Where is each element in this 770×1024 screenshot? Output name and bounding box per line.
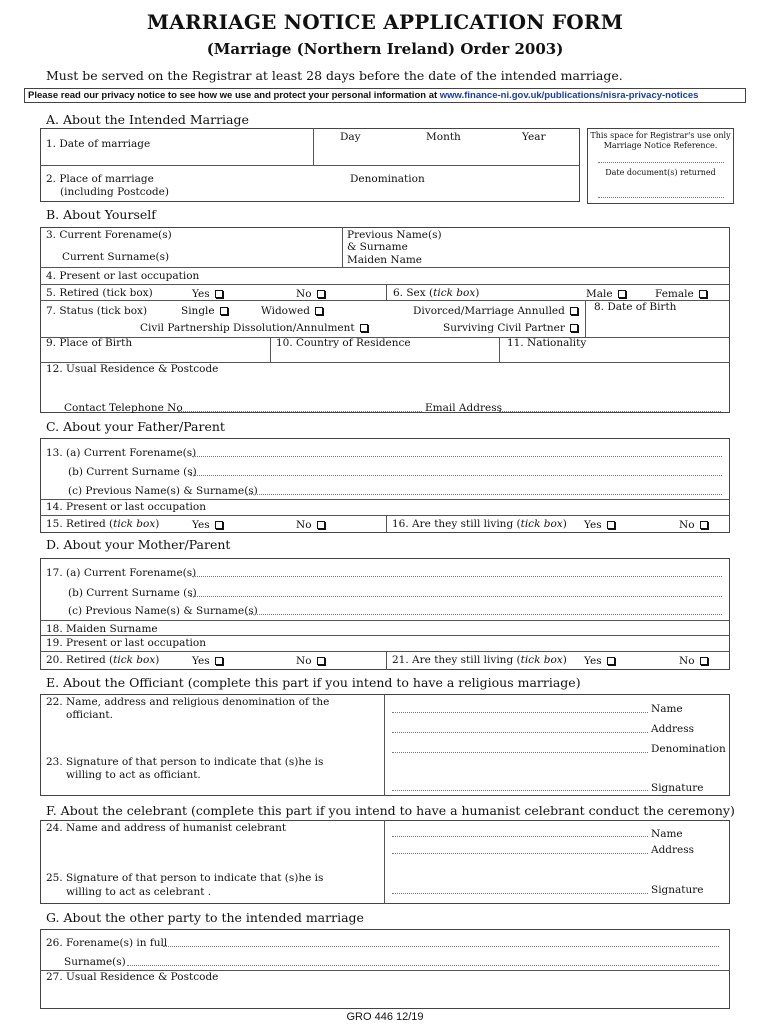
no-label: No [296,288,312,300]
officiant-denomination-field[interactable] [392,752,648,753]
section-a-heading: A. About the Intended Marriage [46,112,249,127]
privacy-notice [24,88,746,103]
email-label: Email Address [425,402,502,414]
celebrant-signature-label: Signature [651,884,704,896]
mother-retired-yes[interactable]: Yes [192,655,223,667]
retired-label: 5. Retired (tick box) [46,287,153,299]
celebrant-signature-note: 25. Signature of that person to indicate that (s)he is [46,872,324,884]
male-label: Male [586,288,613,300]
celebrant-details-label: 24. Name and address of humanist celebrant [46,822,287,834]
celebrant-address-field[interactable] [392,853,648,854]
maiden-surname-label: 18. Maiden Surname [46,623,158,635]
mother-previous-field[interactable] [247,614,722,615]
celebrant-signature-note-2: willing to act as celebrant . [66,886,212,898]
divider [386,651,387,670]
yes-label: Yes [192,288,210,300]
officiant-name-label: Name [651,703,683,715]
single-label: Single [181,305,215,317]
officiant-denomination-label: Denomination [651,743,726,755]
status-label: 7. Status (tick box) [46,305,148,317]
widowed-option[interactable] [261,305,323,317]
checkbox-icon[interactable] [317,290,325,298]
registrar-note: This space for Registrar's use only [590,131,731,140]
mother-forenames-field[interactable] [192,576,722,577]
divider [386,284,387,300]
single-option[interactable] [181,305,228,317]
denomination-label: Denomination [350,173,425,185]
checkbox-icon[interactable] [607,521,615,529]
divider [40,165,580,166]
checkbox-icon[interactable] [315,307,323,315]
checkbox-icon[interactable] [215,657,223,665]
celebrant-address-label: Address [651,844,695,856]
female-option[interactable] [655,288,707,300]
privacy-link[interactable]: www.finance-ni.gov.uk/publications/nisra-privacy-notices [439,90,699,101]
father-previous-field[interactable] [247,494,722,495]
form-title: MARRIAGE NOTICE APPLICATION FORM [146,10,624,34]
day-label: Day [340,131,361,143]
officiant-signature-note-2: willing to act as officiant. [66,769,201,781]
sex-label: 6. Sex (tick box) [393,287,480,299]
checkbox-icon[interactable] [317,657,325,665]
divider [313,128,314,165]
widowed-label: Widowed [261,305,310,317]
telephone-label: Contact Telephone No [64,402,183,414]
female-label: Female [655,288,694,300]
divider [40,620,730,621]
checkbox-icon[interactable] [215,521,223,529]
father-living-yes[interactable]: Yes [584,519,615,531]
date-of-marriage-label: 1. Date of marriage [46,138,151,150]
current-forenames-label: 3. Current Forename(s) [46,229,172,241]
previous-surname-label: & Surname [347,241,408,253]
dotted-line [598,197,724,198]
father-forenames-label: 13. (a) Current Forename(s) [46,447,197,459]
divider [384,820,385,904]
father-previous-label: (c) Previous Name(s) & Surname(s) [68,485,258,497]
section-e-heading: E. About the Officiant (complete this part if you intend to have a religious marriage) [46,675,581,690]
other-party-forenames-label: 26. Forename(s) in full [46,937,168,949]
father-retired-no[interactable]: No [296,519,325,531]
checkbox-icon[interactable] [700,521,708,529]
section-f-heading: F. About the celebrant (complete this part if you intend to have a humanist celebrant conduct the ceremony) [46,803,735,818]
civil-partner-label: Surviving Civil Partner [443,322,565,334]
checkbox-icon[interactable] [699,290,707,298]
section-g-heading: G. About the other party to the intended marriage [46,910,364,925]
divorced-label: Divorced/Marriage Annulled [413,305,565,317]
checkbox-icon[interactable] [700,657,708,665]
divider [585,300,586,337]
officiant-address-label: Address [651,723,695,735]
place-of-birth-label: 9. Place of Birth [46,337,133,349]
checkbox-icon[interactable] [215,290,223,298]
divider [386,515,387,533]
retired-yes-option[interactable] [192,288,223,300]
year-label: Year [522,131,546,143]
country-of-residence-label: 10. Country of Residence [276,337,411,349]
occupation-label: 4. Present or last occupation [46,270,200,282]
nationality-label: 11. Nationality [507,337,587,349]
email-field[interactable] [499,411,721,412]
mother-retired-no[interactable]: No [296,655,325,667]
checkbox-icon[interactable] [570,324,578,332]
mother-occupation-label: 19. Present or last occupation [46,637,206,649]
civil-dissolution-option[interactable] [140,322,368,334]
form-subtitle: (Marriage (Northern Ireland) Order 2003) [206,40,564,58]
divider [342,227,343,267]
checkbox-icon[interactable] [360,324,368,332]
mother-living-label: 21. Are they still living (tick box) [392,654,567,666]
other-party-forenames-field[interactable] [163,946,719,947]
date-returned-label: Date document(s) returned [605,168,716,177]
celebrant-signature-field[interactable] [392,893,648,894]
postcode-hint: (including Postcode) [60,186,169,198]
mother-living-yes[interactable]: Yes [584,655,615,667]
celebrant-name-field[interactable] [392,836,648,837]
officiant-signature-field[interactable] [392,790,648,791]
notice-reference-label: Marriage Notice Reference. [603,141,718,150]
father-occupation-label: 14. Present or last occupation [46,501,206,513]
father-forenames-field[interactable] [192,456,722,457]
section-b-heading: B. About Yourself [46,207,156,222]
officiant-signature-label: Signature [651,782,704,794]
officiant-details-label-2: officiant. [66,709,113,721]
maiden-name-label: Maiden Name [347,254,423,266]
celebrant-name-label: Name [651,828,683,840]
civil-dissolution-label: Civil Partnership Dissolution/Annulment [140,322,355,334]
checkbox-icon[interactable] [607,657,615,665]
father-living-label: 16. Are they still living (tick box) [392,518,567,530]
divider [40,284,730,285]
telephone-field[interactable] [178,411,422,412]
section-d-heading: D. About your Mother/Parent [46,537,231,552]
father-retired-label: 15. Retired (tick box) [46,518,160,530]
divider [384,694,385,796]
divider [40,651,730,652]
form-code: GRO 446 12/19 [346,1011,424,1023]
officiant-signature-note: 23. Signature of that person to indicate that (s)he is [46,756,324,768]
divider [270,337,271,362]
checkbox-icon[interactable] [220,307,228,315]
father-living-no[interactable]: No [679,519,708,531]
father-surname-field[interactable] [190,475,722,476]
civil-partner-option[interactable] [443,322,578,334]
other-party-surname-label: Surname(s) [64,956,126,968]
current-surname-label: Current Surname(s) [62,251,170,263]
checkbox-icon[interactable] [317,521,325,529]
other-party-surname-field[interactable] [127,965,719,966]
checkbox-icon[interactable] [570,307,578,315]
other-party-residence-label: 27. Usual Residence & Postcode [46,971,219,983]
male-option[interactable] [586,288,626,300]
section-c-heading: C. About your Father/Parent [46,419,225,434]
divider [40,499,730,500]
mother-retired-label: 20. Retired (tick box) [46,654,160,666]
divider [40,635,730,636]
intro-text: Must be served on the Registrar at least 28 days before the date of the intended marriage. [46,68,623,83]
mother-surname-field[interactable] [190,596,722,597]
checkbox-icon[interactable] [618,290,626,298]
mother-previous-label: (c) Previous Name(s) & Surname(s) [68,605,258,617]
divider [40,267,730,268]
date-of-birth-label: 8. Date of Birth [594,301,677,313]
officiant-details-label: 22. Name, address and religious denomination of the [46,696,330,708]
place-of-marriage-label: 2. Place of marriage [46,173,154,185]
mother-surname-label: (b) Current Surname (s) [68,587,197,599]
previous-names-label: Previous Name(s) [347,229,442,241]
usual-residence-label: 12. Usual Residence & Postcode [46,363,219,375]
father-surname-label: (b) Current Surname (s) [68,466,197,478]
officiant-name-field[interactable] [392,712,648,713]
divider [40,515,730,516]
month-label: Month [426,131,461,143]
officiant-address-field[interactable] [392,732,648,733]
divider [499,337,500,362]
retired-no-option[interactable] [296,288,325,300]
privacy-text: Please read our privacy notice to see how we use and protect your personal information at [28,90,440,101]
dotted-line [598,162,724,163]
mother-living-no[interactable]: No [679,655,708,667]
divorced-option[interactable] [413,305,578,317]
father-retired-yes[interactable]: Yes [192,519,223,531]
mother-forenames-label: 17. (a) Current Forename(s) [46,567,197,579]
